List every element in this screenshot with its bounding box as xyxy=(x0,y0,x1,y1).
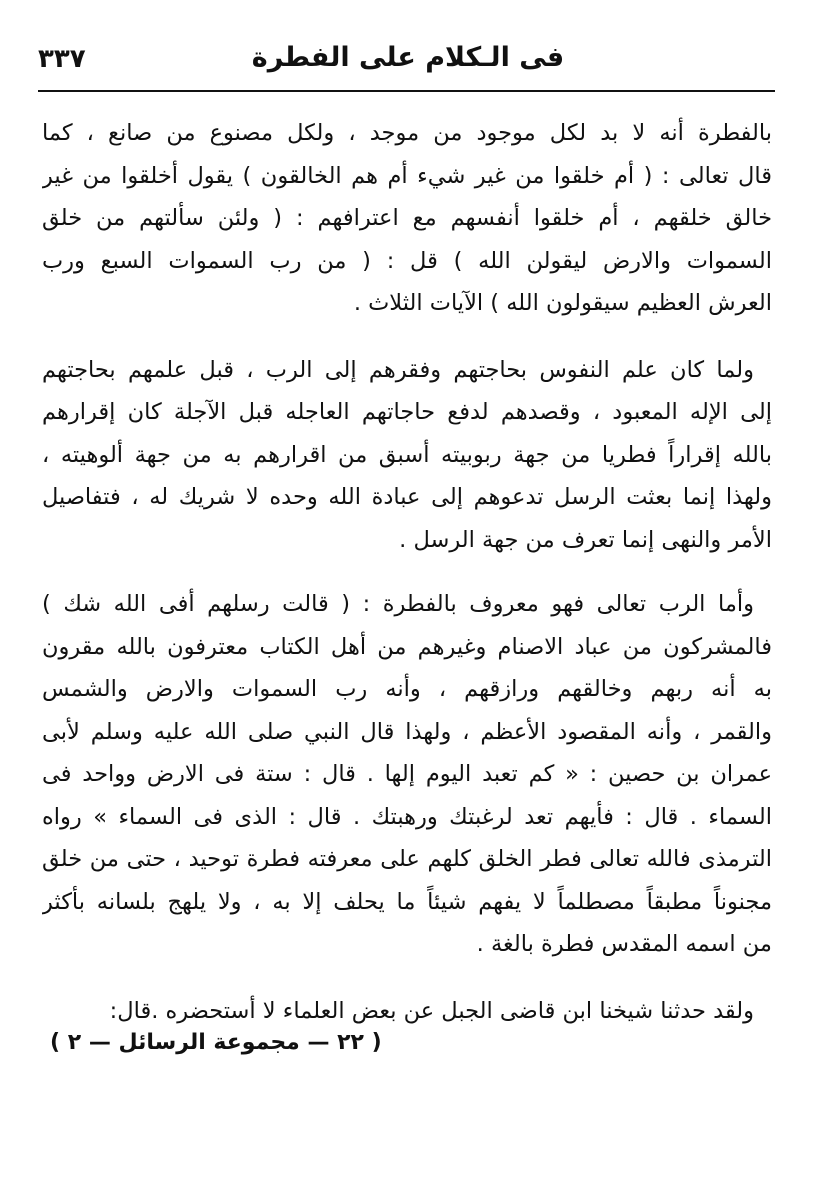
header-rule xyxy=(38,90,775,92)
text-line: فالمشركون من عباد الاصنام وغيرهم من أهل الكتاب معترفون بالله مقرون xyxy=(42,633,772,660)
text-line: به أنه ربهم وخالقهم ورازقهم ، وأنه رب السموات والارض والشمس xyxy=(42,676,772,702)
paragraph-2 xyxy=(42,349,772,562)
text-line: من اسمه المقدس فطرة بالغة . xyxy=(476,931,772,957)
page-number: ٣٣٧ xyxy=(38,44,86,74)
text-line: الترمذى فالله تعالى فطر الخلق كلهم على معرفته فطرة توحيد ، حتى من خلق xyxy=(42,846,772,872)
paragraph-spacer xyxy=(42,325,772,349)
text-line: السموات والارض ليقولن الله ) قل : ( من رب السموات السبع ورب xyxy=(42,247,772,274)
text-line: السماء . قال : فأيهم تعد لرغبتك ورهبتك . قال : الذى فى السماء » رواه xyxy=(42,803,772,830)
running-title: فى الـكلام على الفطرة xyxy=(251,42,565,73)
page-header xyxy=(38,38,775,90)
text-line: قال تعالى : ( أم خلقوا من غير شيء أم هم الخالقون ) يقول أخلقوا من غير xyxy=(42,162,772,189)
text-line: ولما كان علم النفوس بحاجتهم وفقرهم إلى الرب ، قبل علمهم بحاجتهم xyxy=(42,356,754,383)
text-line: بالفطرة أنه لا بد لكل موجود من موجد ، ولكل مصنوع من صانع ، كما xyxy=(42,120,772,146)
text-line: عمران بن حصين : « كم تعبد اليوم إلها . قال : ستة فى الارض وواحد فى xyxy=(42,761,772,787)
text-line: ولقد حدثنا شيخنا ابن قاضى الجبل عن بعض العلماء لا أستحضره .قال: xyxy=(109,997,754,1024)
paragraph-spacer xyxy=(42,966,772,990)
text-line: بالله إقراراً فطريا من جهة ربوبيته أسبق من اقرارهم به من جهة ألوهيته ، xyxy=(42,441,772,468)
paragraph-3 xyxy=(42,583,772,966)
text-line: مجنوناً مطبقاً مصطلماً لا يفهم شيئاً ما يحلف إلا به ، ولا يلهج بلسانه بأكثر xyxy=(42,888,772,915)
text-line: والقمر ، وأنه المقصود الأعظم ، ولهذا قال النبي صلى الله عليه وسلم لأبى xyxy=(42,718,772,745)
text-line: الأمر والنهى إنما تعرف من جهة الرسل . xyxy=(399,526,772,553)
signature-footer: ( ٢٢ — مجموعة الرسائل — ٢ ) xyxy=(50,1030,382,1055)
text-line: خالق خلقهم ، أم خلقوا أنفسهم مع اعترافهم : ( ولئن سألتهم من خلق xyxy=(42,205,772,231)
body-text xyxy=(42,112,772,1032)
paragraph-1 xyxy=(42,112,772,325)
paragraph-4 xyxy=(42,990,772,1033)
text-line: العرش العظيم سيقولون الله ) الآيات الثلاث . xyxy=(353,290,772,316)
paragraph-spacer xyxy=(42,561,772,583)
text-line: ولهذا إنما بعثت الرسل تدعوهم إلى عبادة الله وحده لا شريك له ، فتفاصيل xyxy=(42,484,772,510)
text-line: وأما الرب تعالى فهو معروف بالفطرة : ( قالت رسلهم أفى الله شك ) xyxy=(42,591,754,617)
text-line: إلى الإله المعبود ، وقصدهم لدفع حاجاتهم العاجله قبل الآجلة كان إقرارهم xyxy=(42,399,772,425)
